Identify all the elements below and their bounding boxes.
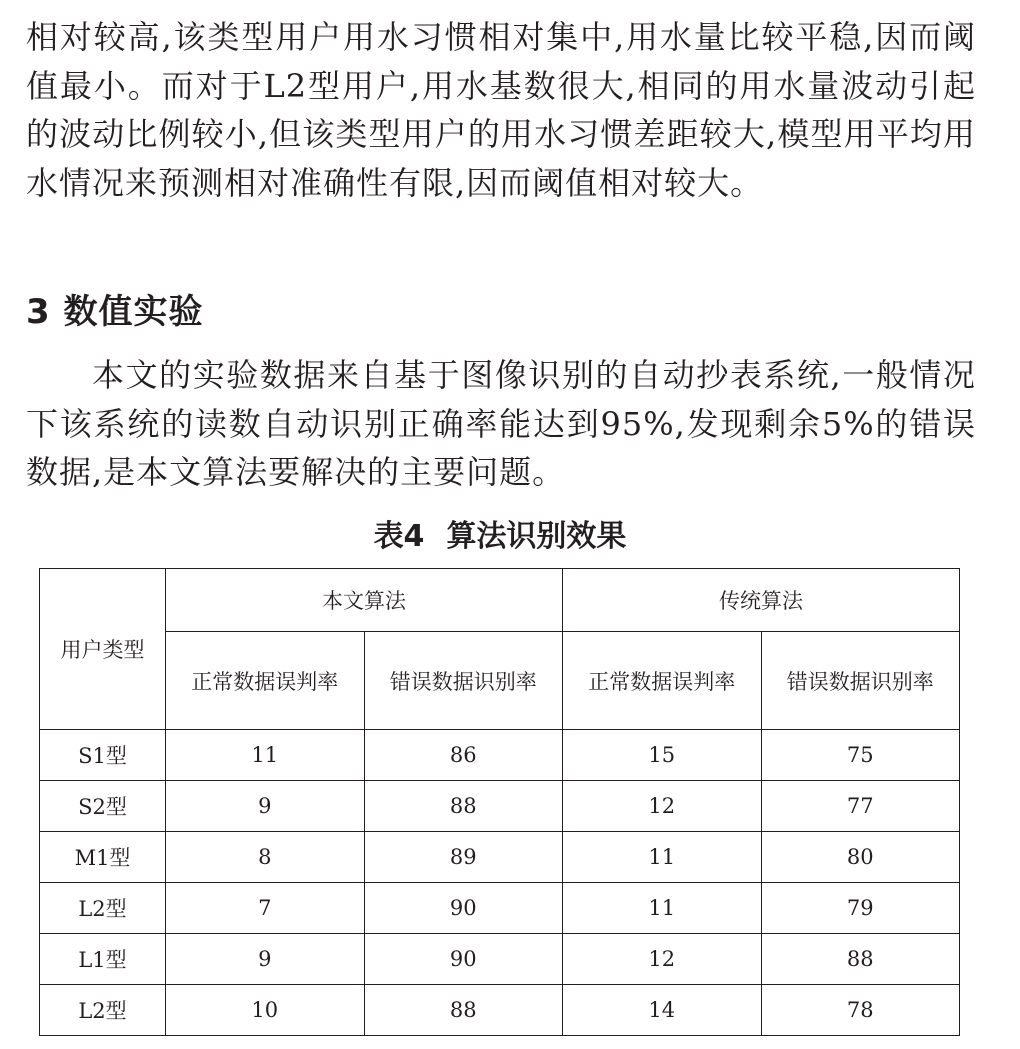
cell-trad-error: 78 — [761, 985, 960, 1036]
cell-ours-error: 90 — [364, 934, 563, 985]
cell-user-type: M1型 — [40, 832, 166, 883]
cell-trad-error: 77 — [761, 781, 960, 832]
table-row — [40, 832, 960, 883]
section-heading: 3 数值实验 — [26, 292, 204, 332]
table-row — [40, 781, 960, 832]
table-caption-title: 算法识别效果 — [446, 519, 627, 554]
header-trad-normal-misjudge: 正常数据误判率 — [563, 632, 762, 730]
cell-ours-error: 90 — [364, 883, 563, 934]
table-row — [40, 985, 960, 1036]
cell-trad-normal: 14 — [563, 985, 762, 1036]
cell-user-type: L2型 — [40, 883, 166, 934]
cell-trad-normal: 12 — [563, 781, 762, 832]
table-caption-number: 表4 — [373, 519, 425, 554]
table-header-row-groups — [40, 569, 960, 632]
cell-user-type: S1型 — [40, 730, 166, 781]
cell-user-type: L2型 — [40, 985, 166, 1036]
cell-ours-error: 86 — [364, 730, 563, 781]
header-user-type: 用户类型 — [40, 569, 166, 730]
cell-trad-normal: 11 — [563, 883, 762, 934]
header-group-ours: 本文算法 — [166, 569, 563, 632]
paragraph-experiment-data: 本文的实验数据来自基于图像识别的自动抄表系统,一般情况下该系统的读数自动识别正确率能达到95%,发现剩余5%的错误数据,是本文算法要解决的主要问题。 — [26, 356, 976, 491]
cell-ours-normal: 9 — [166, 781, 365, 832]
cell-ours-normal: 8 — [166, 832, 365, 883]
cell-ours-error: 89 — [364, 832, 563, 883]
algorithm-result-table — [39, 568, 960, 1036]
paragraph-threshold-analysis: 相对较高,该类型用户用水习惯相对集中,用水量比较平稳,因而阈值最小。而对于L2型用户,用水基数很大,相同的用水量波动引起的波动比例较小,但该类型用户的用水习惯差距较大,模型用平均用水情况来预测相对准确性有限,因而阈值相对较大。 — [26, 18, 976, 202]
cell-ours-normal: 7 — [166, 883, 365, 934]
table-row — [40, 730, 960, 781]
cell-ours-error: 88 — [364, 781, 563, 832]
cell-trad-error: 75 — [761, 730, 960, 781]
cell-trad-error: 79 — [761, 883, 960, 934]
table-caption — [0, 514, 1000, 560]
header-trad-error-identify: 错误数据识别率 — [761, 632, 960, 730]
table-row — [40, 934, 960, 985]
header-group-traditional: 传统算法 — [563, 569, 960, 632]
table-header-row-metrics — [40, 632, 960, 730]
header-ours-normal-misjudge: 正常数据误判率 — [166, 632, 365, 730]
cell-ours-normal: 10 — [166, 985, 365, 1036]
cell-ours-error: 88 — [364, 985, 563, 1036]
header-ours-error-identify: 错误数据识别率 — [364, 632, 563, 730]
cell-trad-error: 88 — [761, 934, 960, 985]
cell-user-type: L1型 — [40, 934, 166, 985]
cell-trad-normal: 12 — [563, 934, 762, 985]
cell-ours-normal: 11 — [166, 730, 365, 781]
cell-trad-normal: 15 — [563, 730, 762, 781]
cell-trad-normal: 11 — [563, 832, 762, 883]
cell-trad-error: 80 — [761, 832, 960, 883]
cell-ours-normal: 9 — [166, 934, 365, 985]
cell-user-type: S2型 — [40, 781, 166, 832]
table-row — [40, 883, 960, 934]
